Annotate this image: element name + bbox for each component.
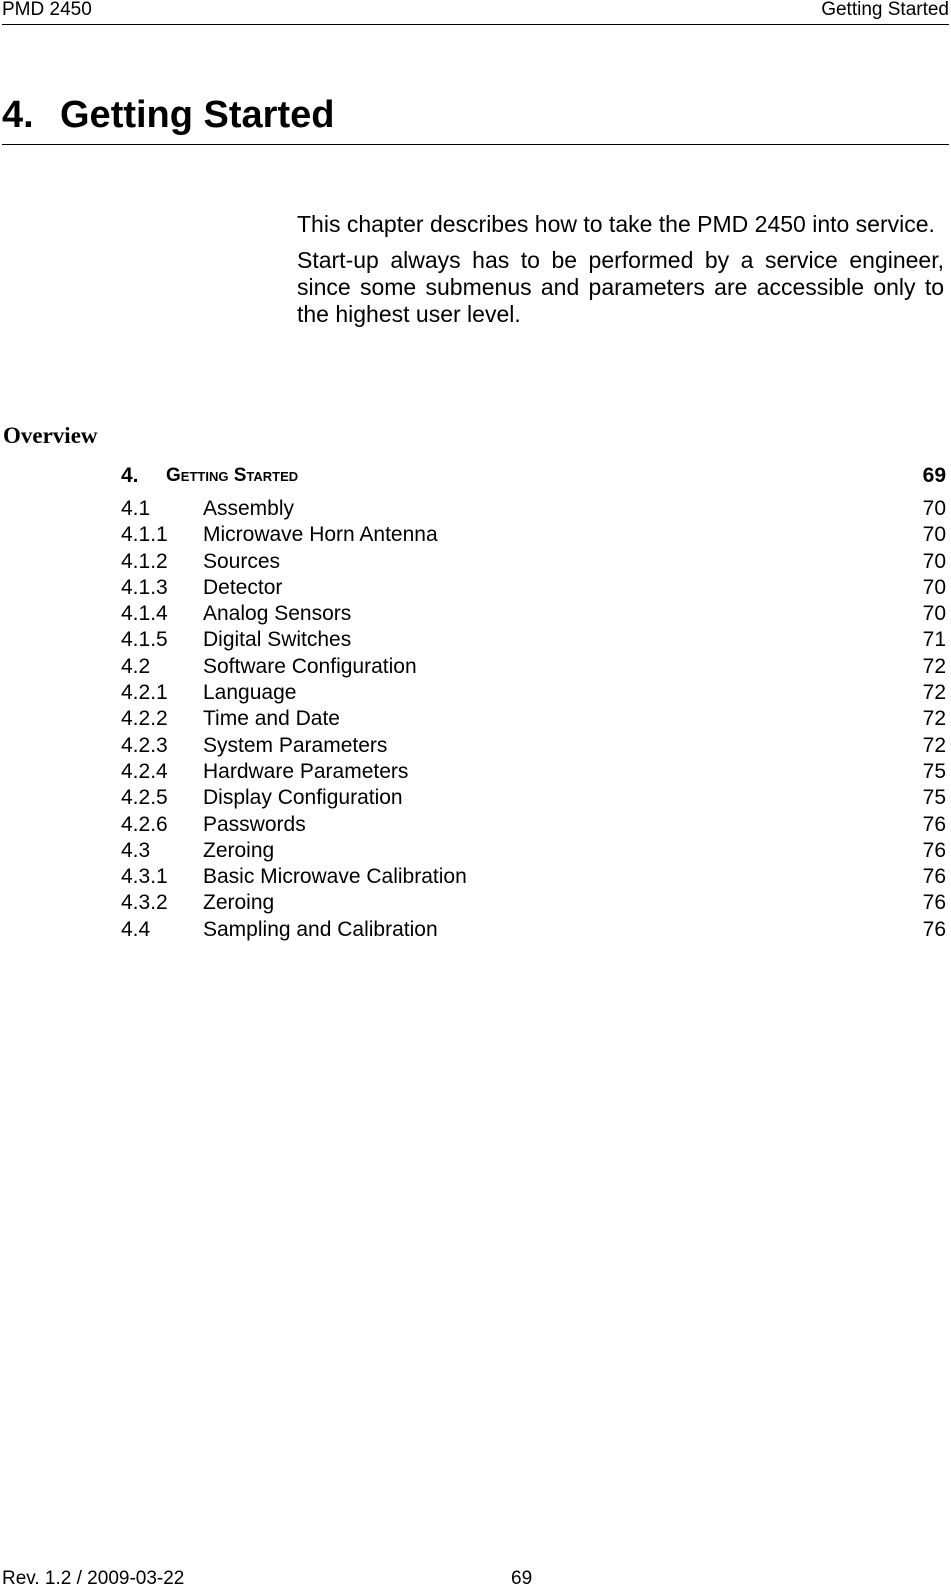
toc-title: Language <box>203 681 297 705</box>
toc-entry[interactable] <box>121 785 946 811</box>
toc-number: 4.2.5 <box>121 786 168 810</box>
toc-entry[interactable] <box>121 601 946 627</box>
intro-paragraph-2: Start-up always has to be performed by a service engineer, since some submenus and parameters are accessible only to the highest user level. <box>297 247 944 327</box>
toc-entry[interactable] <box>121 917 946 943</box>
toc-page: 76 <box>922 812 946 836</box>
toc-page: 72 <box>922 654 946 678</box>
toc-title: Detector <box>203 575 283 599</box>
toc-entry[interactable] <box>121 706 946 732</box>
toc-title: Digital Switches <box>203 628 352 652</box>
toc-title: Zeroing <box>203 891 275 915</box>
toc-title: Sources <box>203 549 281 573</box>
toc-number: 4.2.4 <box>121 759 168 783</box>
toc-title: Basic Microwave Calibration <box>203 865 467 889</box>
intro-paragraph-1: This chapter describes how to take the PMD 2450 into service. <box>297 211 935 237</box>
toc-page: 75 <box>922 786 946 810</box>
toc-title: System Parameters <box>203 733 388 757</box>
toc-title: Microwave Horn Antenna <box>203 523 438 547</box>
toc-page: 76 <box>922 917 946 941</box>
toc-entry[interactable] <box>121 864 946 890</box>
toc-title: Software Configuration <box>203 654 417 678</box>
intro-text <box>297 211 944 337</box>
toc-main-entry[interactable] <box>121 463 946 496</box>
toc-title: Time and Date <box>203 707 340 731</box>
toc-entry[interactable] <box>121 522 946 548</box>
toc-entry[interactable] <box>121 575 946 601</box>
toc-number: 4.3.1 <box>121 865 168 889</box>
header-chapter-name: Getting Started <box>821 0 949 20</box>
toc-title: Getting Started <box>166 465 299 486</box>
toc-page: 72 <box>922 681 946 705</box>
toc-page: 70 <box>922 497 946 520</box>
toc-entry[interactable] <box>121 549 946 575</box>
toc-page: 69 <box>922 464 946 487</box>
toc-entry[interactable] <box>121 496 946 522</box>
toc-entry[interactable] <box>121 680 946 706</box>
toc-title: Assembly <box>203 497 295 520</box>
toc-number: 4.2.1 <box>121 681 168 705</box>
toc-number: 4.2 <box>121 654 151 678</box>
toc-page: 75 <box>922 759 946 783</box>
overview-heading: Overview <box>3 423 98 448</box>
toc-page: 70 <box>922 575 946 599</box>
toc-entry[interactable] <box>121 890 946 916</box>
toc-page: 76 <box>922 838 946 862</box>
toc-number: 4. <box>121 464 139 487</box>
toc-page: 70 <box>922 602 946 626</box>
toc-entry[interactable] <box>121 812 946 838</box>
header-document-name: PMD 2450 <box>2 0 92 20</box>
footer-revision: Rev. 1.2 / 2009-03-22 <box>2 1568 185 1589</box>
toc-number: 4.2.6 <box>121 812 168 836</box>
toc-number: 4.1.1 <box>121 523 168 547</box>
toc-page: 76 <box>922 891 946 915</box>
toc-number: 4.1.4 <box>121 602 168 626</box>
toc-number: 4.2.2 <box>121 707 168 731</box>
footer-page-number: 69 <box>511 1568 533 1589</box>
toc-title: Zeroing <box>203 838 275 862</box>
toc-page: 70 <box>922 549 946 573</box>
toc-title: Analog Sensors <box>203 602 352 626</box>
toc-title: Sampling and Calibration <box>203 917 438 941</box>
toc-page: 72 <box>922 707 946 731</box>
toc-title: Display Configuration <box>203 786 403 810</box>
toc-entry[interactable] <box>121 759 946 785</box>
toc-number: 4.3.2 <box>121 891 168 915</box>
chapter-title-text: Getting Started <box>60 94 335 136</box>
toc-page: 76 <box>922 865 946 889</box>
toc-page: 70 <box>922 523 946 547</box>
toc-page: 71 <box>922 628 946 652</box>
toc-entry[interactable] <box>121 654 946 680</box>
toc-number: 4.1.2 <box>121 549 168 573</box>
chapter-number: 4. <box>2 94 34 136</box>
toc-entry[interactable] <box>121 627 946 653</box>
toc-title: Hardware Parameters <box>203 759 409 783</box>
toc-number: 4.4 <box>121 917 151 941</box>
chapter-title <box>2 92 949 145</box>
toc-number: 4.3 <box>121 838 151 862</box>
toc-entry[interactable] <box>121 838 946 864</box>
toc-entry[interactable] <box>121 733 946 759</box>
toc-number: 4.2.3 <box>121 733 168 757</box>
running-header <box>2 0 949 25</box>
toc-page: 72 <box>922 733 946 757</box>
table-of-contents <box>121 463 946 943</box>
toc-number: 4.1.5 <box>121 628 168 652</box>
toc-number: 4.1.3 <box>121 575 168 599</box>
toc-number: 4.1 <box>121 497 151 520</box>
toc-title: Passwords <box>203 812 306 836</box>
